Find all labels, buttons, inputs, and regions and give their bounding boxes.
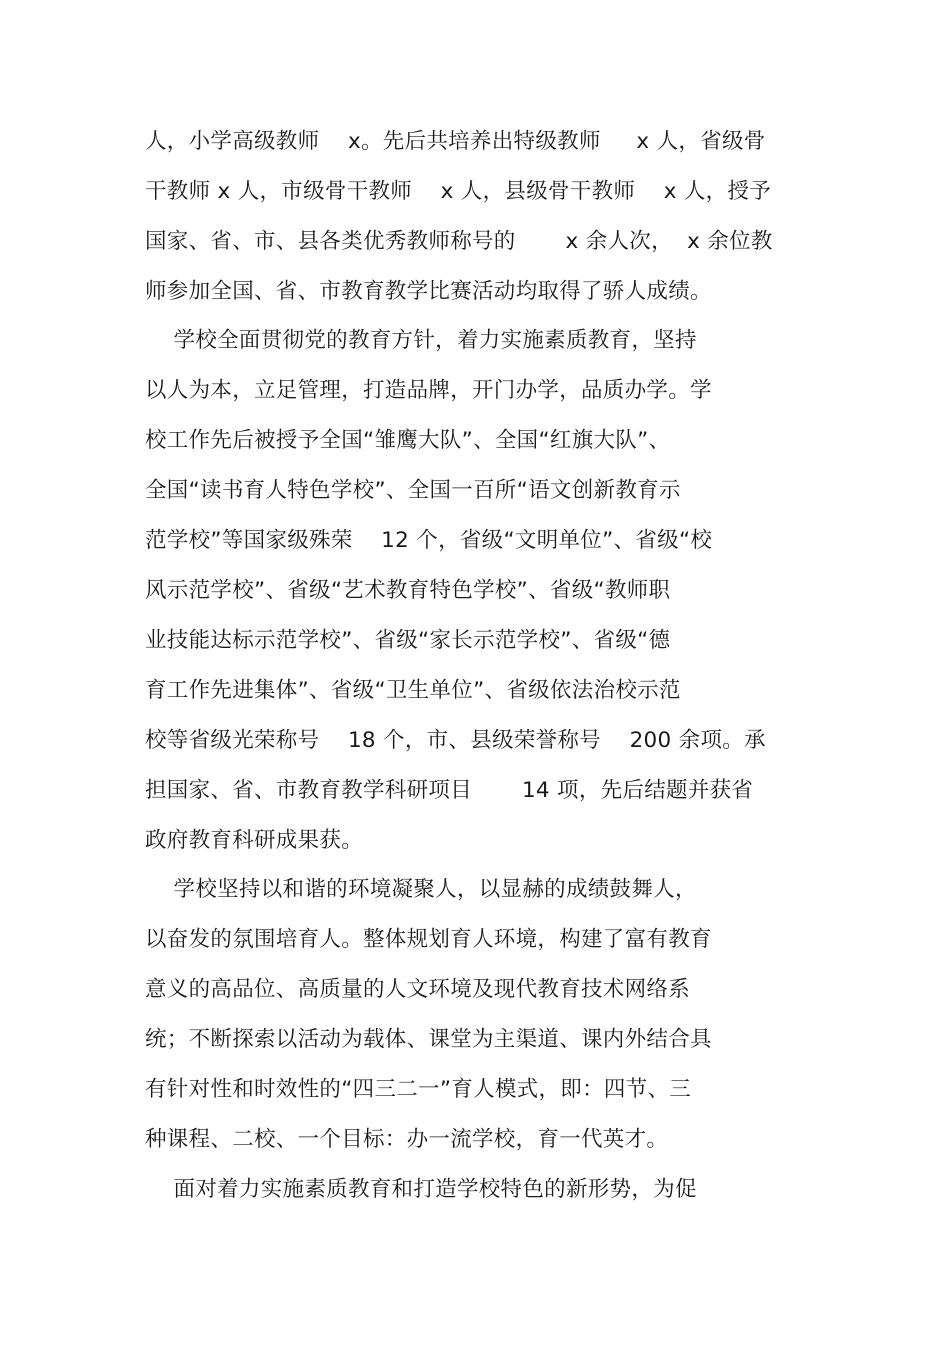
text-line: 政府教育科研成果获。 xyxy=(145,828,364,853)
text-line: 种课程、二校、一个目标：办一流学校，育一代英才。 xyxy=(145,1127,669,1152)
text-line: 有针对性和时效性的“四三二一”育人模式，即：四节、三 xyxy=(145,1077,692,1102)
text-line: 学校坚持以和谐的环境凝聚人，以显赫的成绩鼓舞人， xyxy=(145,877,697,902)
text-line: 面对着力实施素质教育和打造学校特色的新形势，为促 xyxy=(145,1177,697,1202)
text-line: 校工作先后被授予全国“雏鹰大队”、全国“红旗大队”、 xyxy=(145,428,671,453)
text-line: 以人为本，立足管理，打造品牌，开门办学，品质办学。学 xyxy=(145,378,712,403)
text-line: 以奋发的氛围培育人。整体规划育人环境，构建了富有教育 xyxy=(145,927,712,952)
text-line: 校等省级光荣称号 18 个，市、县级荣誉称号 200 余项。承 xyxy=(145,728,766,753)
text-line: 全国“读书育人特色学校”、全国一百所“语文创新教育示 xyxy=(145,478,681,503)
text-line: 统；不断探索以活动为载体、课堂为主渠道、课内外结合具 xyxy=(145,1027,712,1052)
text-line: 担国家、省、市教育教学科研项目 14 项，先后结题并获省 xyxy=(145,778,754,803)
text-line: 意义的高品位、高质量的人文环境及现代教育技术网络系 xyxy=(145,977,691,1002)
text-line: 干教师 x 人，市级骨干教师 x 人，县级骨干教师 x 人，授予 xyxy=(145,179,772,204)
text-line: 学校全面贯彻党的教育方针，着力实施素质教育，坚持 xyxy=(145,328,697,353)
text-line: 范学校”等国家级殊荣 12 个，省级“文明单位”、省级“校 xyxy=(145,528,713,553)
text-line: 业技能达标示范学校”、省级“家长示范学校”、省级“德 xyxy=(145,628,671,653)
text-line: 人，小学高级教师 x。先后共培养出特级教师 x 人，省级骨 xyxy=(145,129,766,154)
text-line: 国家、省、市、县各类优秀教师称号的 x 余人次， x 余位教 xyxy=(145,229,773,254)
text-line: 师参加全国、省、市教育教学比赛活动均取得了骄人成绩。 xyxy=(145,279,712,304)
text-line: 风示范学校”、省级“艺术教育特色学校”、省级“教师职 xyxy=(145,578,671,603)
text-line: 育工作先进集体”、省级“卫生单位”、省级依法治校示范 xyxy=(145,678,681,703)
